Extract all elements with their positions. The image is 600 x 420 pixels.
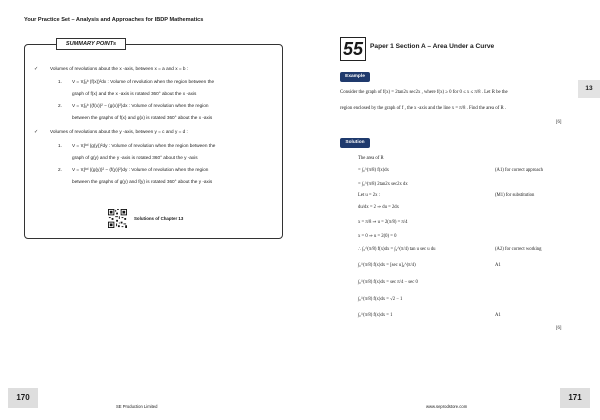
example-text-line1: Consider the graph of f(x) = 2tan2x sec2x , where f(x) ≥ 0 for 0 ≤ x ≤ π/8 . Let R be the [340,90,508,95]
item-number: 1. [58,143,62,148]
solution-mark: (A2) for correct working [495,247,542,252]
solution-line: ∫₀^(π/8) f(x)dx = sec π/4 − sec 0 [358,280,418,285]
solution-line: x = 0 ⇒ u = 2(0) = 0 [358,234,397,239]
solution-mark: (A1) for correct approach [495,168,544,173]
solution-line: x = π/8 ⇒ u = 2(π/8) = π/4 [358,220,408,225]
summary-point-x-axis: Volumes of revolutions about the x -axis, between x = a and x = b : [50,66,189,71]
qr-code[interactable] [108,209,127,228]
solution-line: ∫₀^(π/8) f(x)dx = 1 [358,313,393,318]
solution-line: = ∫₀^(π/8) 2tan2x sec2x dx [358,182,408,187]
solution-mark: (M1) for substitution [495,193,535,198]
footer-left: SE Production Limited [116,404,158,409]
solution-line: du/dx = 2 ⇒ du = 2dx [358,205,399,210]
formula-volume-x-desc: graph of f(x) and the x -axis is rotated 360° about the x -axis [72,91,197,96]
solution-line: ∴ ∫₀^(π/8) f(x)dx = ∫₀^(π/4) tan u sec u du [358,247,436,252]
check-icon: ✓ [34,129,39,135]
solution-badge: Solution [340,138,370,148]
formula-volume-y-desc: graph of g(y) and the y -axis is rotated 360° about the y -axis [72,155,198,160]
solution-line: ∫₀^(π/8) f(x)dx = √2 − 1 [358,297,403,302]
chapter-tab[interactable]: 13 [578,80,600,98]
formula-volume-y-between: V = π∫ᶜᵈ ((g(y))² − (f(y))²)dy : Volume of revolution when the region [72,167,209,172]
footer-right[interactable]: www.seprodstore.com [426,404,468,409]
solution-line: = ∫₀^(π/8) f(x)dx [358,168,389,173]
summary-heading: SUMMARY POINTs [56,38,126,50]
example-badge: Example [340,72,370,82]
summary-point-y-axis: Volumes of revolutions about the y -axis, between y = c and y = d : [50,129,188,134]
example-marks: [6] [556,120,562,125]
solution-mark: A1 [495,313,501,318]
page-number-left: 170 [8,388,38,408]
solution-line: The area of R [358,156,384,161]
formula-volume-x-between-desc: between the graphs of f(x) and g(x) is rotated 360° about the x -axis [72,115,213,120]
item-number: 2. [58,103,62,108]
solution-line: Let u = 2x : [358,193,380,198]
example-text-line2: region enclosed by the graph of f , the x -axis and the line x = π/8 . Find the area of R . [340,106,507,111]
formula-volume-y: V = π∫ᶜᵈ (g(y))²dy : Volume of revolution when the region between the [72,143,216,148]
formula-volume-x: V = π∫ₐᵇ (f(x))²dx : Volume of revolution when the region between the [72,79,215,84]
summary-box [24,44,283,239]
book-title: Your Practice Set – Analysis and Approaches for IBDP Mathematics [24,17,204,23]
qr-label: Solutions of Chapter 13 [134,216,184,221]
item-number: 2. [58,167,62,172]
solution-line: ∫₀^(π/8) f(x)dx = [sec u]₀^(π/4) [358,263,416,268]
solution-mark: A1 [495,263,501,268]
question-number: 55 [340,37,366,61]
question-title: Paper 1 Section A – Area Under a Curve [370,43,495,50]
formula-volume-y-between-desc: between the graphs of g(y) and f(y) is rotated 360° about the y -axis [72,179,213,184]
page-number-right: 171 [560,388,590,408]
check-icon: ✓ [34,66,39,72]
solution-marks: [6] [556,326,562,331]
item-number: 1. [58,79,62,84]
formula-volume-x-between: V = π∫ₐᵇ ((f(x))² − (g(x))²)dx : Volume of revolution when the region [72,103,209,108]
